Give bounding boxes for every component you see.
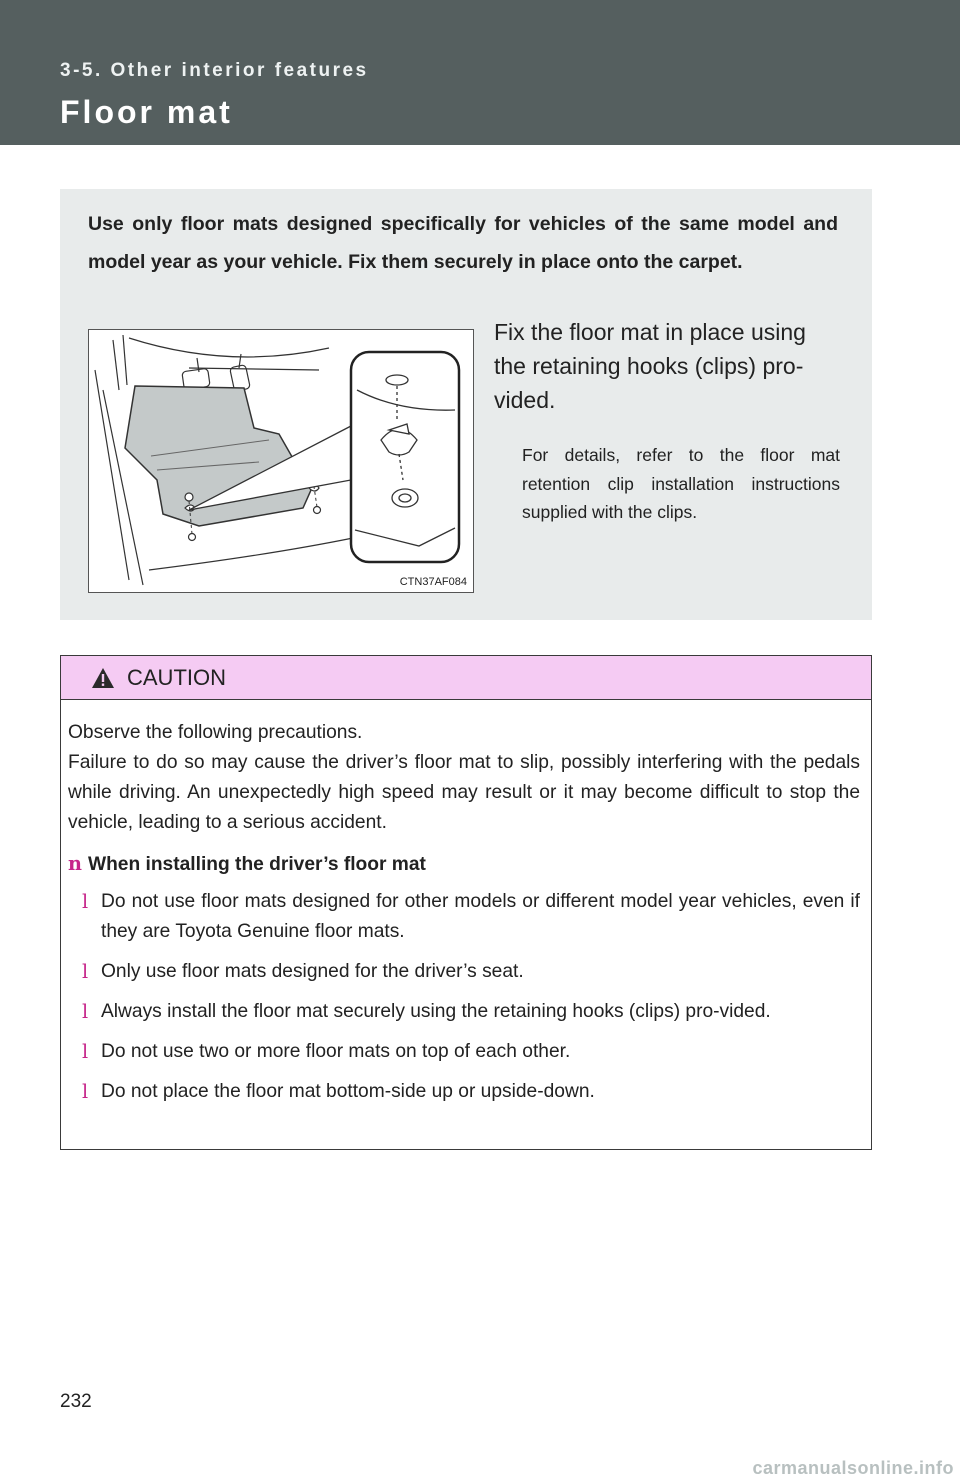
bullet-text: Always install the floor mat securely using the retaining hooks (clips) pro-vided.	[101, 1001, 771, 1022]
list-item	[76, 1077, 860, 1107]
instruction-text: Fix the floor mat in place using the retaining hooks (clips) pro-vided.	[494, 319, 806, 413]
intro-text: Use only floor mats designed specifically for vehicles of the same model and model year as your vehicle. Fix them securely in place onto the carpet.	[88, 213, 838, 273]
bullet-text: Do not use two or more floor mats on top of each other.	[101, 1041, 571, 1062]
caution-intro-line: Observe the following precautions.	[68, 722, 363, 743]
floor-mat-illustration	[88, 329, 474, 593]
bullet-icon: l	[82, 960, 89, 983]
intro-box	[60, 189, 872, 620]
caution-body	[68, 718, 860, 1117]
bullet-text: Do not use floor mats designed for other models or different model year vehicles, even if they are Toyota Genuine floor mats.	[101, 891, 860, 942]
caution-title: CAUTION	[127, 665, 226, 690]
section-marker-icon: n	[68, 852, 82, 875]
page-number: 232	[60, 1391, 92, 1412]
caution-subheading	[68, 849, 860, 880]
list-item	[76, 957, 860, 987]
bullet-icon: l	[82, 1080, 89, 1103]
bullet-icon: l	[82, 1000, 89, 1023]
watermark: carmanualsonline.info	[752, 1458, 954, 1478]
header-band	[0, 0, 960, 145]
caution-box	[60, 655, 872, 1150]
floor-mat-drawing	[89, 330, 473, 592]
page-title: Floor mat	[60, 94, 233, 130]
bullet-text: Only use floor mats designed for the driver’s seat.	[101, 961, 524, 982]
subheading-text: When installing the driver’s floor mat	[87, 854, 426, 875]
list-item	[76, 997, 860, 1027]
bullet-icon: l	[82, 890, 89, 913]
figure-code: CTN37AF084	[399, 576, 467, 588]
bullet-icon: l	[82, 1040, 89, 1063]
section-label: 3-5. Other interior features	[60, 60, 369, 81]
caution-intro-line: Failure to do so may cause the driver’s floor mat to slip, possibly interfering with the pedals while driving. An unexpectedly high speed may result or it may become difficult to stop the vehicle, leading to a serious accident.	[68, 752, 860, 833]
bullet-text: Do not place the floor mat bottom-side up or upside-down.	[101, 1081, 595, 1102]
caution-header	[61, 656, 871, 700]
warning-triangle-icon	[91, 667, 115, 689]
detail-text: For details, refer to the floor mat retention clip installation instructions supplied with the clips.	[522, 445, 840, 522]
list-item	[76, 887, 860, 947]
caution-bullet-list	[68, 887, 860, 1107]
list-item	[76, 1037, 860, 1067]
